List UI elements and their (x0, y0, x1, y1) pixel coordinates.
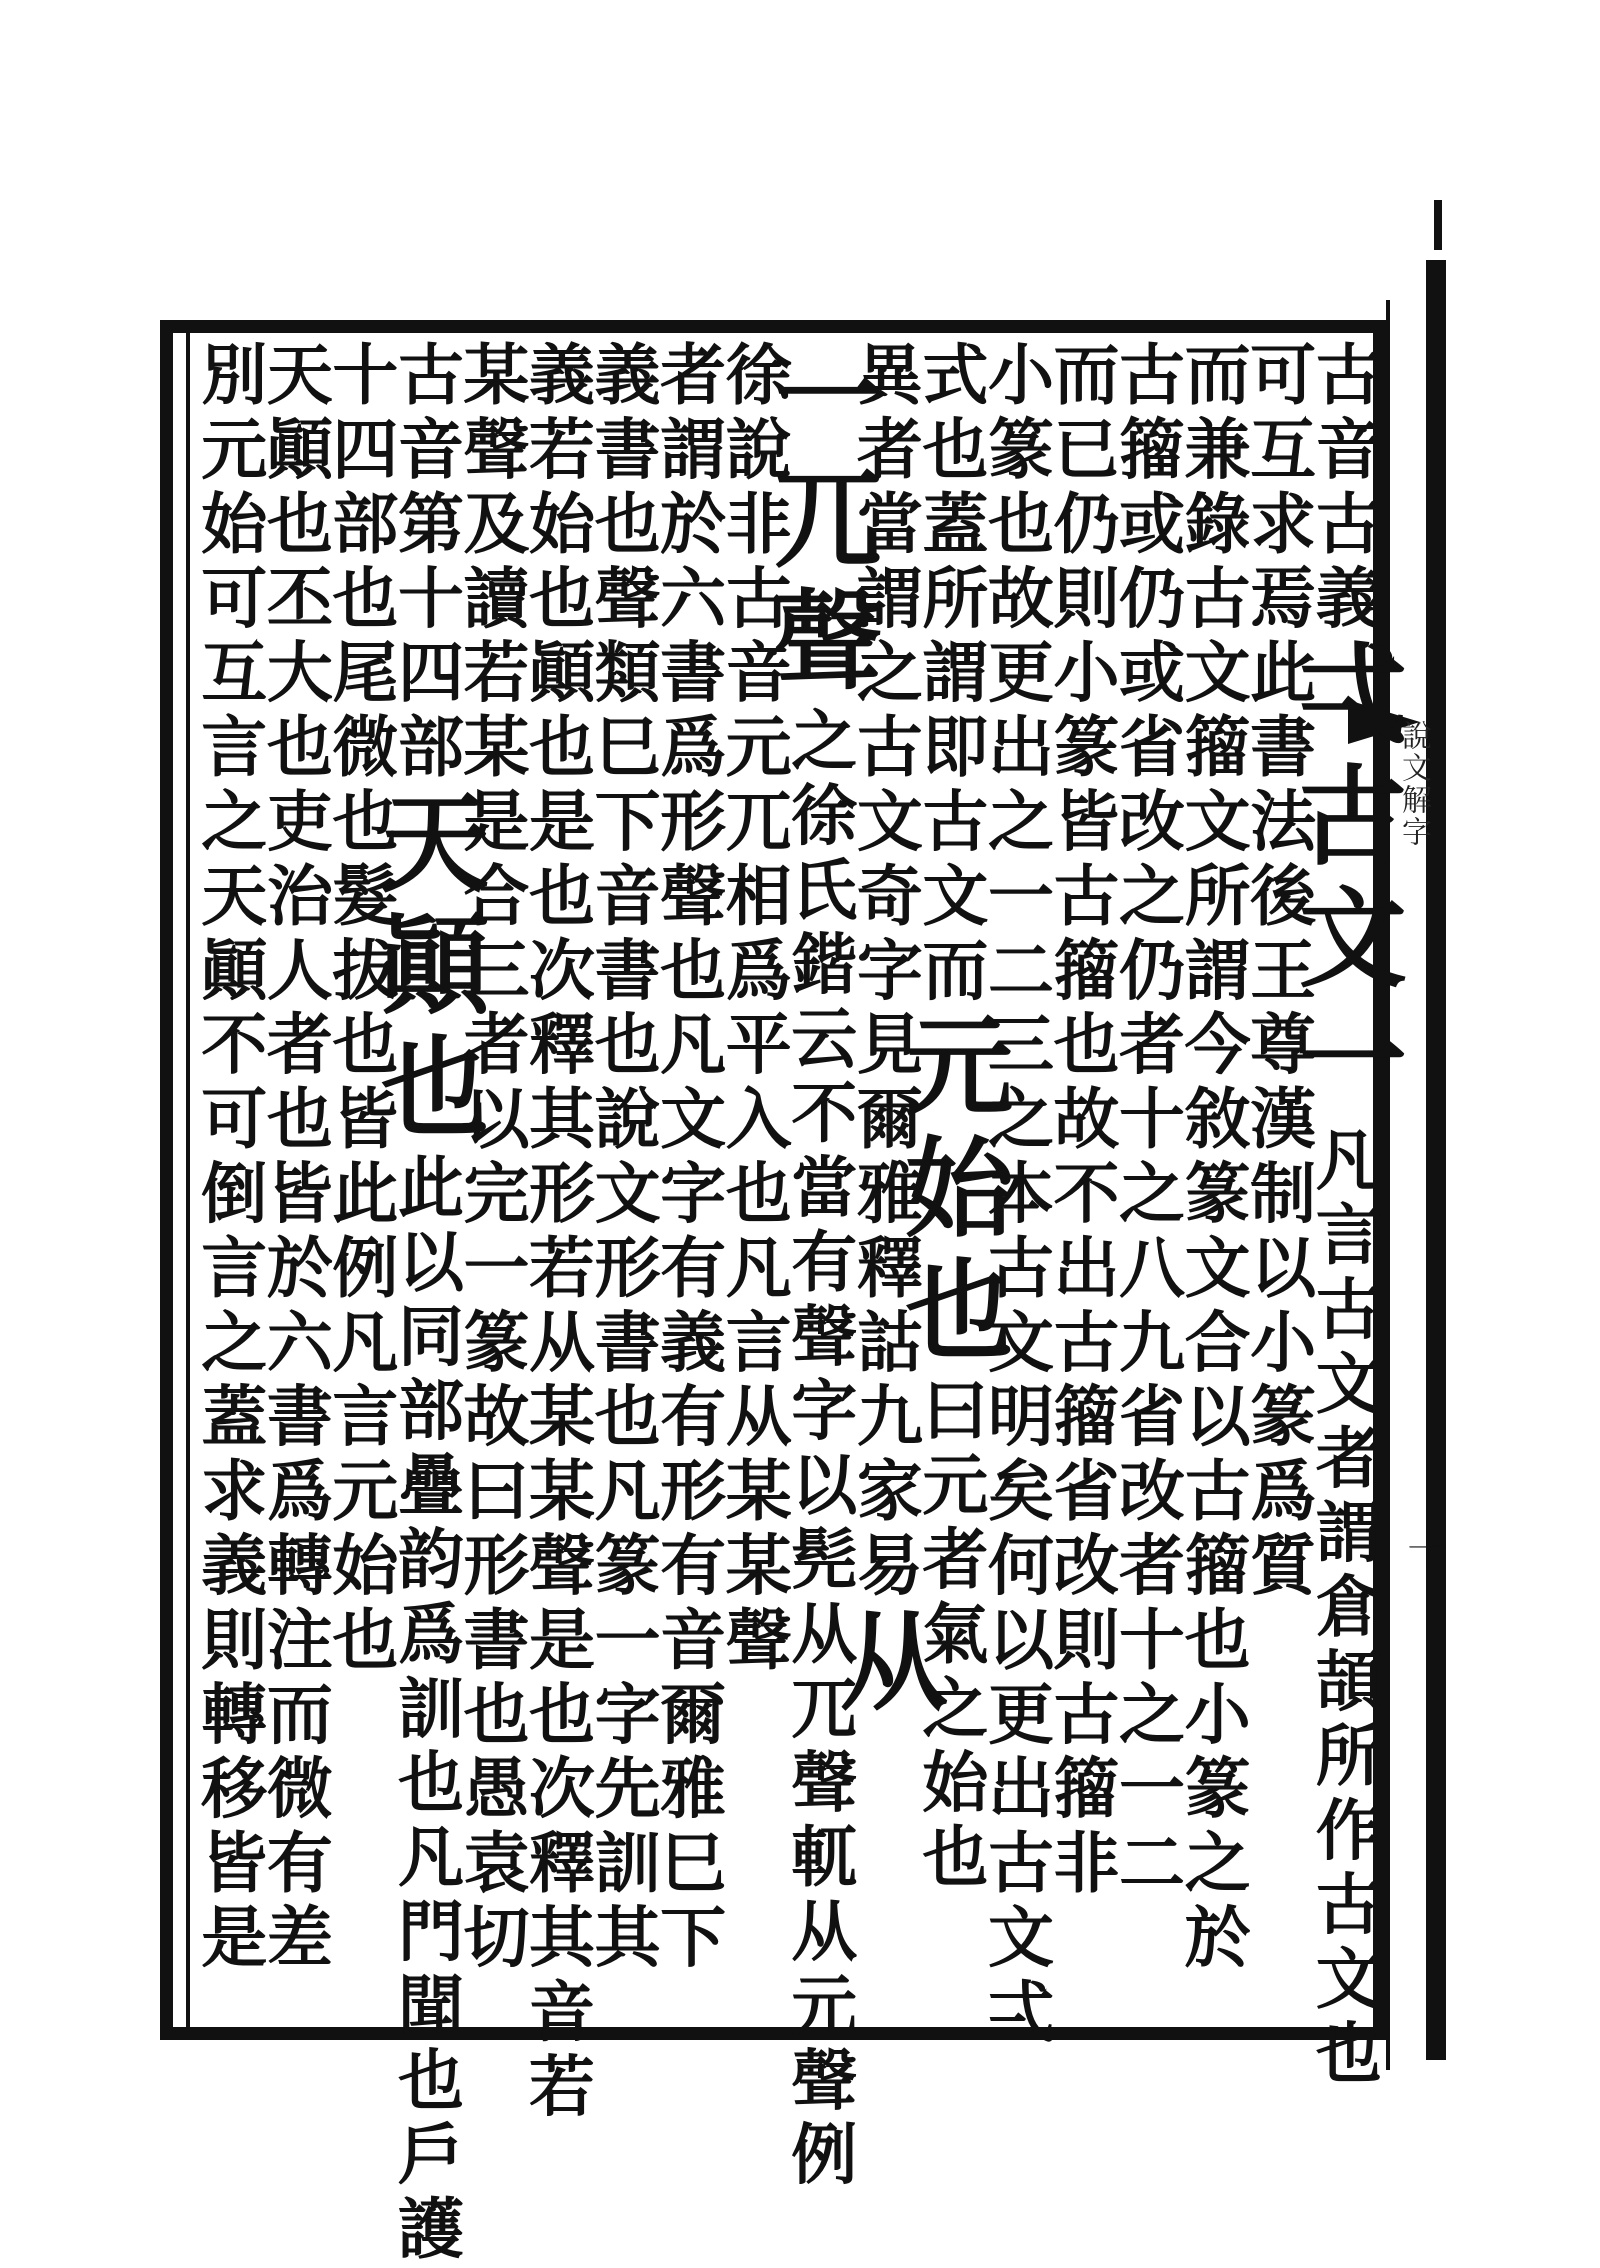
headword: 从 (821, 1604, 948, 1727)
text-run: 見爾雅釋詁九家易 (845, 1009, 924, 1605)
text-column (755, 340, 882, 2194)
text-run: 天顚也丕大也吏治人者也皆於六書爲轉注而微有差 (255, 340, 334, 1977)
text-column (1173, 340, 1252, 2020)
headword: 顚也 (362, 908, 489, 1153)
text-run: 此書法後王尊漢制以小篆爲質 (1238, 637, 1317, 1605)
text-run: 凡言古文者謂倉頡所作古文也 (1304, 1125, 1383, 2093)
text-run: 而已仍則小篆皆古籀也故不出古籀省改則古籀非 (1042, 340, 1120, 1903)
text-column (1042, 340, 1120, 2020)
text-run: 而兼錄古文籀文所謂今敘篆文合以古籀也小篆之於 (1173, 340, 1252, 1977)
headword: 一 (755, 340, 882, 462)
text-run: 義書也聲類巳下音書也說文形書也凡篆一字先訓其 (583, 340, 662, 1977)
text-column (1280, 340, 1407, 2093)
text-column (1238, 340, 1317, 2020)
corner-mark (1434, 200, 1442, 250)
text-column (1107, 340, 1186, 2020)
headword: 古文一 (1280, 759, 1407, 1126)
text-run: 徐說非古音元兀相爲平入也凡言从某某聲 (714, 340, 793, 1680)
text-column (320, 340, 399, 2020)
text-run: 小篆也故更出之一二三之本古文明矣何以更出古文弌 (976, 340, 1055, 2052)
text-run: 式也蓋所謂即古文而 (910, 340, 989, 1010)
headword: 天 (362, 786, 489, 909)
text-run: 者謂於六書爲形聲也凡文字有義有形有音爾雅巳下 (648, 340, 727, 1977)
text-area (189, 340, 1407, 2268)
text-column (189, 340, 268, 2020)
text-column (886, 340, 1013, 2020)
text-column (714, 340, 793, 2020)
text-run: 之徐氏鍇云不當有聲字以髡从兀聲軏从元聲例 (779, 706, 858, 2194)
text-run: 此以同部疊韵爲訓也凡門聞也戶護 (386, 1152, 465, 2268)
text-run: 十四部 (320, 340, 399, 564)
text-run: 可互求焉 (1238, 340, 1317, 638)
text-run: 某聲及讀若某是合三者以完一篆故曰形書也愚袁切 (452, 340, 530, 1977)
text-column (517, 340, 596, 2126)
margin-title: 說文解字 (1396, 720, 1431, 848)
margin-strip (1386, 300, 1446, 2070)
text-run: 古籀或仍或省改之仍者十之八九省改者十之一二 (1107, 340, 1186, 1903)
headword: 始也 (886, 1131, 1013, 1376)
margin-page-number: 十 (1401, 1530, 1447, 1570)
text-run: 別元始可互言之天顚不可倒言之蓋求義則轉移皆是 (189, 340, 268, 1977)
text-run: 曰元者氣之始也 (910, 1375, 989, 1897)
text-run: 也尾微也髮拔也皆此例凡言元始也 (320, 563, 399, 1680)
headword: 弌 (1280, 637, 1407, 760)
text-run: 義若始也顚也是也次釋其形若从某某聲是也次釋其音若 (517, 340, 596, 2126)
text-run: 古音第十四部 (386, 340, 465, 787)
headword: 元 (886, 1009, 1013, 1132)
text-run: 古音古義 (1304, 340, 1383, 638)
text-column (255, 340, 334, 2020)
text-column (583, 340, 662, 2020)
headword: 兀聲 (755, 462, 882, 706)
text-run: 異者當謂之古文奇字 (845, 340, 924, 1010)
text-column (648, 340, 727, 2020)
text-column (362, 340, 489, 2268)
text-column (452, 340, 530, 2020)
